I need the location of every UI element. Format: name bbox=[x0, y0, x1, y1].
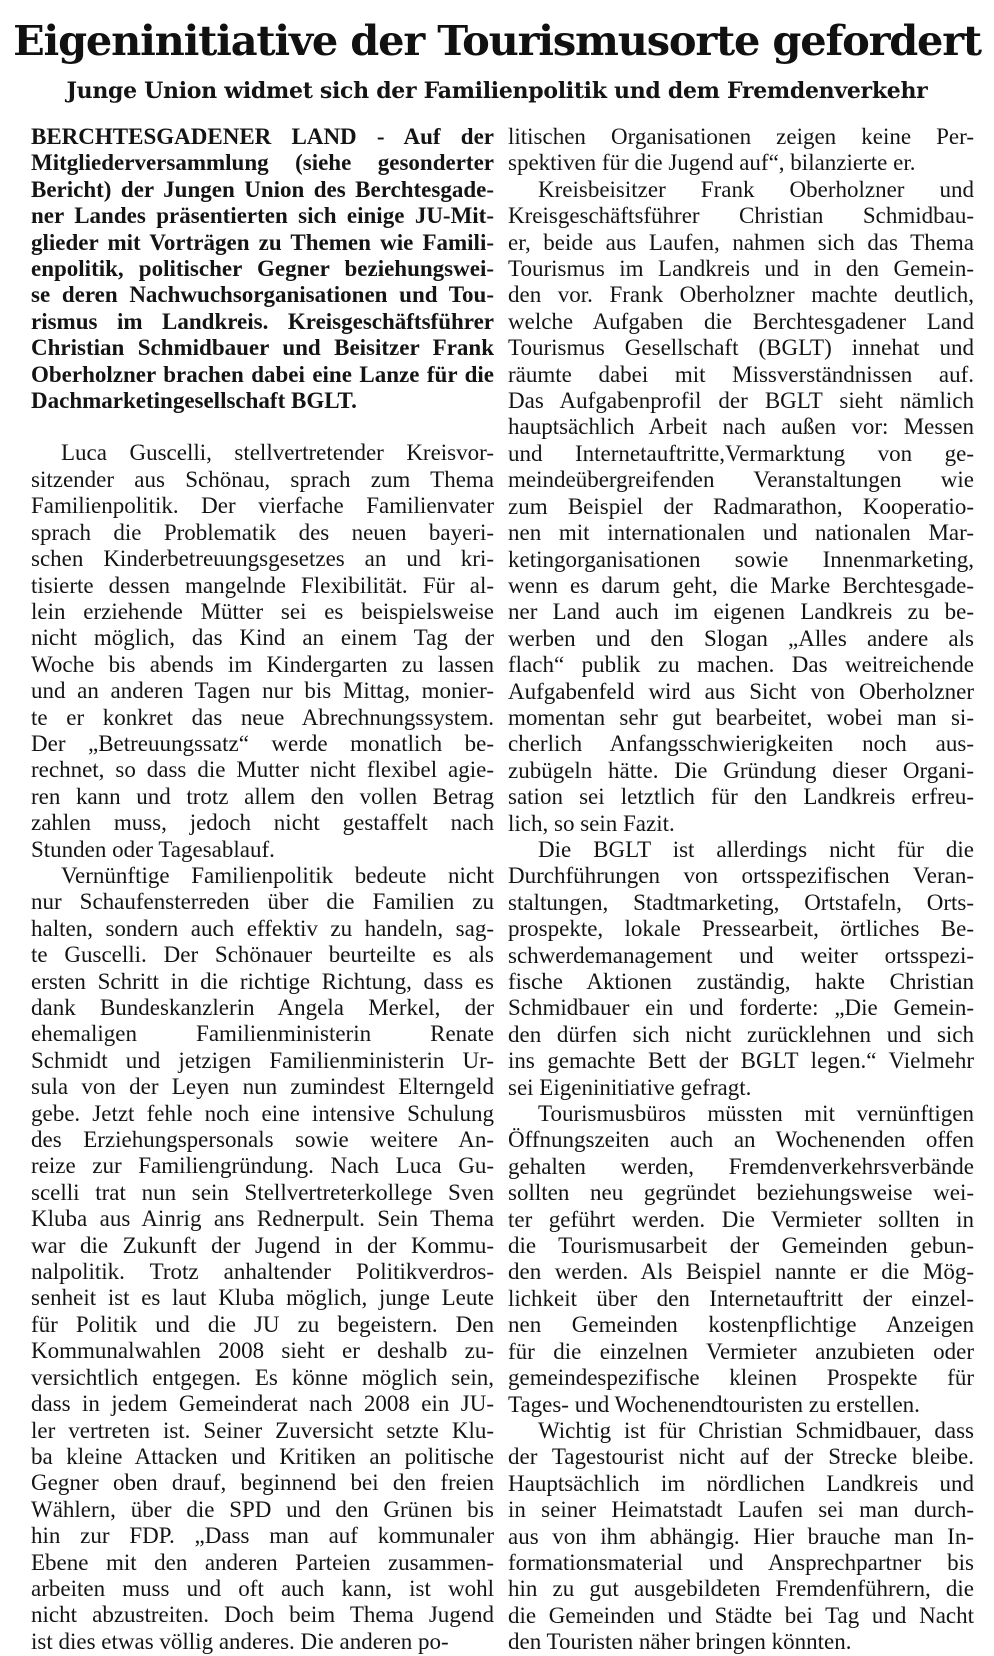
text-line: gehalten werden, Fremdenverkehrsverbände bbox=[508, 1153, 974, 1179]
text-line: fische Aktionen zuständig, hakte Christian bbox=[508, 969, 974, 994]
text-line: halten, sondern auch effektiv zu handeln, sag- bbox=[31, 915, 494, 941]
text-line: Wichtig ist für Christian Schmidbauer, dass bbox=[538, 1417, 974, 1443]
text-line: lich, so sein Fazit. bbox=[508, 810, 675, 836]
text-line: Tourismusbüros müssten mit vernünftigen bbox=[538, 1101, 974, 1127]
text-line: gebe. Jetzt fehle noch eine intensive Schulung bbox=[31, 1100, 494, 1126]
text-line: Kluba aus Ainrig ans Rednerpult. Sein Thema bbox=[31, 1206, 494, 1232]
text-line: ba kleine Attacken und Kritiken an politische bbox=[31, 1443, 494, 1469]
text-line: welche Aufgaben die Berchtesgadener Land bbox=[508, 308, 974, 334]
body-paragraph bbox=[508, 1418, 974, 1656]
article-column-right bbox=[508, 124, 974, 1656]
text-line: sprach die Problematik des neuen bayeri- bbox=[31, 519, 494, 545]
text-line: nalpolitik. Trotz anhaltender Politikverdros- bbox=[31, 1259, 494, 1285]
text-line: den werden. Als Beispiel nannte er die Mög- bbox=[508, 1259, 974, 1285]
text-line: Kreisgeschäftsführer Christian Schmidbau- bbox=[508, 203, 974, 229]
text-line: Christian Schmidbauer und Beisitzer Frank bbox=[31, 335, 494, 361]
text-line: ler vertreten ist. Seiner Zuversicht setzte Klu- bbox=[31, 1417, 494, 1443]
text-line: scelli trat nun sein Stellvertreterkollege Sven bbox=[31, 1179, 494, 1205]
text-line: nen Gemeinden kostenpflichtige Anzeigen bbox=[508, 1312, 974, 1338]
text-line: ketingorganisationen sowie Innenmarketing, bbox=[508, 546, 974, 572]
body-paragraph bbox=[31, 440, 494, 863]
text-line: Dachmarketingesellschaft BGLT. bbox=[31, 388, 357, 414]
text-line: Wählern, über die SPD und den Grünen bis bbox=[31, 1496, 494, 1522]
text-line: ner Land auch im eigenen Landkreis zu be- bbox=[508, 599, 974, 625]
text-line: zum Beispiel der Radmarathon, Kooperatio- bbox=[508, 493, 974, 519]
text-line: ins gemachte Bett der BGLT legen.“ Vielmehr bbox=[508, 1048, 974, 1074]
text-line: Aufgabenfeld wird aus Sicht von Oberholzner bbox=[508, 678, 974, 704]
text-line: flach“ publik zu machen. Das weitreichende bbox=[508, 652, 974, 678]
text-line: hin zur FDP. „Dass man auf kommunaler bbox=[31, 1523, 494, 1549]
text-line: nicht abzustreiten. Doch beim Thema Jugend bbox=[31, 1602, 494, 1628]
text-line: Kreisbeisitzer Frank Oberholzner und bbox=[538, 176, 974, 202]
text-line: hin zu gut ausgebildeten Fremdenführern, die bbox=[508, 1576, 974, 1602]
body-paragraph bbox=[31, 863, 494, 1655]
text-line: staltungen, Stadtmarketing, Ortstafeln, Orts- bbox=[508, 889, 974, 915]
text-line: lein erziehende Mütter sei es beispielsweise bbox=[31, 598, 494, 624]
text-line: war die Zukunft der Jugend in der Kommu- bbox=[31, 1232, 494, 1258]
text-line: ner Landes präsentierten sich einige JU-Mit- bbox=[31, 203, 494, 229]
text-line: aus von ihm abhängig. Hier brauche man In- bbox=[508, 1523, 974, 1549]
text-line: Luca Guscelli, stellvertretender Kreisvor- bbox=[61, 440, 494, 466]
text-line: der Tagestourist nicht auf der Strecke bleibe. bbox=[508, 1444, 974, 1470]
text-line: Woche bis abends im Kindergarten zu lassen bbox=[31, 651, 494, 677]
text-line: werben und den Slogan „Alles andere als bbox=[508, 625, 974, 651]
text-line: prospekte, lokale Pressearbeit, örtliches Be- bbox=[508, 916, 974, 942]
text-line: te er konkret das neue Abrechnungssystem. bbox=[31, 704, 494, 730]
text-line: Gegner oben drauf, beginnend bei den freien bbox=[31, 1470, 494, 1496]
text-line: glieder mit Vorträgen zu Themen wie Famili- bbox=[31, 229, 494, 255]
text-line: dank Bundeskanzlerin Angela Merkel, der bbox=[31, 995, 494, 1020]
text-line: Schmidbauer ein und forderte: „Die Gemein- bbox=[508, 995, 974, 1021]
text-line: Bericht) der Jungen Union des Berchtesgade- bbox=[31, 176, 494, 202]
text-line: cherlich Anfangsschwierigkeiten noch aus- bbox=[508, 731, 974, 757]
text-line: für die einzelnen Vermieter anzubieten oder bbox=[508, 1338, 974, 1364]
text-line: nur Schaufensterreden über die Familien zu bbox=[31, 889, 494, 915]
text-line: sollten neu gegründet beziehungsweise wei- bbox=[508, 1180, 974, 1206]
text-line: reize zur Familiengründung. Nach Luca Gu- bbox=[31, 1153, 494, 1179]
text-line: Oberholzner brachen dabei eine Lanze für die bbox=[31, 361, 494, 387]
text-line: schwerdemanagement und weiter ortsspezi- bbox=[508, 942, 974, 968]
text-line: sei Eigeninitiative gefragt. bbox=[508, 1074, 752, 1100]
text-line: er, beide aus Laufen, nahmen sich das Thema bbox=[508, 229, 974, 255]
text-line: te Guscelli. Der Schönauer beurteilte es als bbox=[31, 942, 494, 968]
body-paragraph bbox=[508, 177, 974, 837]
text-line: senheit ist es laut Kluba möglich, junge Leute bbox=[31, 1285, 494, 1311]
text-line: und Internetauftritte,Vermarktung von ge- bbox=[508, 440, 974, 466]
body-paragraph bbox=[508, 837, 974, 1101]
text-line: BERCHTESGADENER LAND - Auf der bbox=[31, 124, 494, 149]
text-line: Kommunalwahlen 2008 sieht er deshalb zu- bbox=[31, 1338, 494, 1364]
text-line: Tourismus Gesellschaft (BGLT) innehat und bbox=[508, 335, 974, 361]
text-line: lichkeit über den Internetauftritt der einzel- bbox=[508, 1285, 974, 1311]
text-line: momentan sehr gut bearbeitet, wobei man si- bbox=[508, 704, 974, 730]
text-line: spektiven für die Jugend auf“, bilanzierte er. bbox=[508, 150, 916, 176]
text-line: ist dies etwas völlig anderes. Die anderen po- bbox=[31, 1628, 449, 1654]
text-line: ter geführt werden. Die Vermieter sollten in bbox=[508, 1206, 974, 1232]
text-line: Öffnungszeiten auch an Wochenenden offen bbox=[508, 1127, 974, 1153]
text-line: litischen Organisationen zeigen keine Per- bbox=[508, 124, 974, 149]
text-line: den dürfen sich nicht zurücklehnen und sich bbox=[508, 1021, 974, 1047]
text-line: Stunden oder Tagesablauf. bbox=[31, 836, 275, 862]
article-column-left bbox=[31, 124, 494, 1655]
text-line: Durchführungen von ortsspezifischen Veran- bbox=[508, 863, 974, 889]
text-line: Das Aufgabenprofil der BGLT sieht nämlich bbox=[508, 388, 974, 414]
text-line: sula von der Leyen nun zumindest Elterngeld bbox=[31, 1074, 494, 1100]
text-line: rismus im Landkreis. Kreisgeschäftsführer bbox=[31, 308, 494, 334]
text-line: räumte dabei mit Missverständnissen auf. bbox=[508, 361, 974, 387]
text-line: schen Kinderbetreuungsgesetzes an und kri- bbox=[31, 546, 494, 572]
text-line: Familienpolitik. Der vierfache Familienvater bbox=[31, 493, 494, 519]
text-line: sation sei letztlich für den Landkreis erfreu- bbox=[508, 784, 974, 810]
text-line: arbeiten muss und oft auch kann, ist wohl bbox=[31, 1575, 494, 1601]
text-line: wenn es darum geht, die Marke Berchtesgade- bbox=[508, 572, 974, 598]
text-line: den Touristen näher bringen könnten. bbox=[508, 1629, 852, 1655]
text-line: die Tourismusarbeit der Gemeinden gebun- bbox=[508, 1233, 974, 1259]
text-line: des Erziehungspersonals sowie weitere An- bbox=[31, 1127, 494, 1153]
body-paragraph-continuation bbox=[508, 124, 974, 177]
text-line: Ebene mit den anderen Parteien zusammen- bbox=[31, 1549, 494, 1575]
text-line: ren kann und trotz allem den vollen Betrag bbox=[31, 783, 494, 809]
text-line: den vor. Frank Oberholzner machte deutlich, bbox=[508, 282, 974, 308]
text-line: se deren Nachwuchsorganisationen und Tou- bbox=[31, 282, 494, 308]
text-line: meindeübergreifenden Veranstaltungen wie bbox=[508, 467, 974, 493]
text-line: rechnet, so dass die Mutter nicht flexibel agie- bbox=[31, 757, 494, 783]
subheadline: Junge Union widmet sich der Familienpolitik und dem Fremdenverkehr bbox=[66, 78, 928, 104]
text-line: tisierte dessen mangelnde Flexibilität. Für al- bbox=[31, 572, 494, 598]
text-line: zahlen muss, jedoch nicht gestaffelt nach bbox=[31, 810, 494, 836]
text-line: versichtlich entgegen. Es könne möglich sein, bbox=[31, 1364, 494, 1390]
text-line: hauptsächlich Arbeit nach außen vor: Messen bbox=[508, 414, 974, 440]
text-line: Die BGLT ist allerdings nicht für die bbox=[538, 836, 974, 862]
text-line: ehemaligen Familienministerin Renate bbox=[31, 1021, 494, 1047]
text-line: Schmidt und jetzigen Familienministerin Ur- bbox=[31, 1047, 494, 1073]
text-line: dass in jedem Gemeinderat nach 2008 ein JU- bbox=[31, 1391, 494, 1417]
lead-paragraph bbox=[31, 124, 494, 414]
text-line: in seiner Heimatstadt Laufen sei man durch- bbox=[508, 1497, 974, 1523]
text-line: nen mit internationalen und nationalen Mar- bbox=[508, 520, 974, 546]
text-line: Tages- und Wochenendtouristen zu erstellen. bbox=[508, 1391, 920, 1417]
text-line: gemeindespezifische kleinen Prospekte für bbox=[508, 1365, 974, 1391]
text-line: formationsmaterial und Ansprechpartner bis bbox=[508, 1549, 974, 1575]
text-line: Hauptsächlich im nördlichen Landkreis und bbox=[508, 1470, 974, 1496]
text-line: Der „Betreuungssatz“ werde monatlich be- bbox=[31, 730, 494, 756]
text-line: Tourismus im Landkreis und in den Gemein- bbox=[508, 256, 974, 282]
text-line: zubügeln hätte. Die Gründung dieser Organi- bbox=[508, 757, 974, 783]
text-line: und an anderen Tagen nur bis Mittag, monier- bbox=[31, 678, 494, 704]
text-line: für Politik und die JU zu begeistern. Den bbox=[31, 1311, 494, 1337]
text-line: die Gemeinden und Städte bei Tag und Nacht bbox=[508, 1602, 974, 1628]
text-line: ersten Schritt in die richtige Richtung, dass es bbox=[31, 968, 494, 994]
text-line: Vernünftige Familienpolitik bedeute nicht bbox=[61, 862, 494, 888]
text-line: nicht möglich, das Kind an einem Tag der bbox=[31, 625, 494, 651]
headline: Eigeninitiative der Tourismusorte gefordert bbox=[13, 16, 981, 65]
text-line: enpolitik, politischer Gegner beziehungswei- bbox=[31, 256, 494, 282]
body-paragraph bbox=[508, 1101, 974, 1418]
text-line: Mitgliederversammlung (siehe gesonderter bbox=[31, 150, 494, 176]
text-line: sitzender aus Schönau, sprach zum Thema bbox=[31, 466, 494, 492]
